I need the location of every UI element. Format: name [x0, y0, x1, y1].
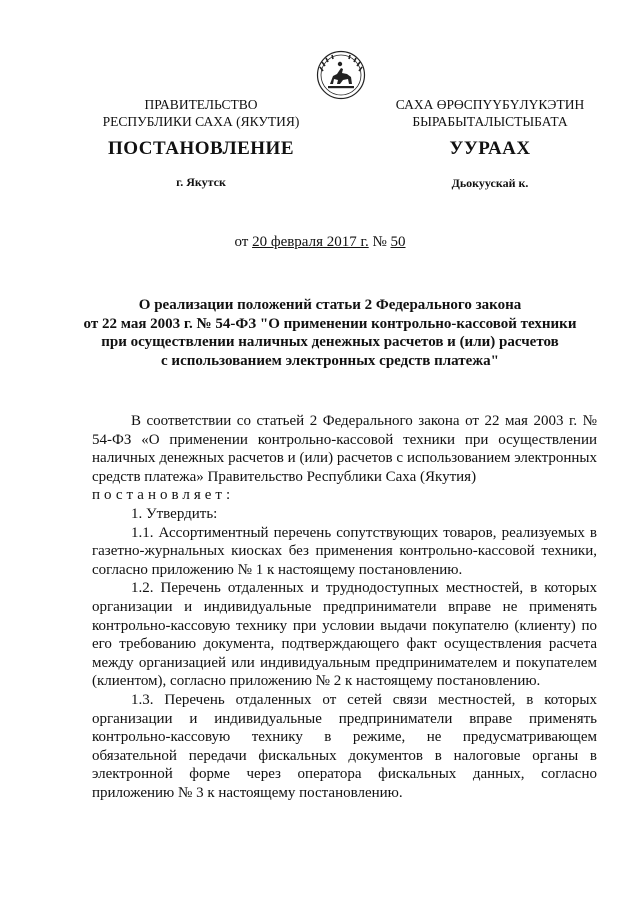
date-number-line: [0, 234, 640, 251]
resolves-word: постановляет:: [92, 487, 235, 504]
document-date: 20 февраля 2017 г.: [252, 234, 369, 250]
document-subject: [80, 296, 580, 370]
item-1-1: 1.1. Ассортиментный перечень сопутствующих товаров, реализуемых в газетно-журнальных киосках без применения контрольно-кассовой техники, согласно приложению № 1 к настоящему постановлению.: [92, 524, 597, 578]
number-sign: №: [372, 234, 387, 250]
date-prefix: от: [234, 234, 249, 250]
city-name-sakha: Дьокуускай к.: [451, 176, 529, 190]
doc-type-title: ПОСТАНОВЛЕНИЕ: [107, 138, 295, 159]
government-name-sakha-line1: САХА ӨРӨСПҮҮБҮЛҮКЭТИН: [395, 97, 585, 112]
coat-of-arms-icon: [316, 50, 366, 100]
subject-line: от 22 мая 2003 г. № 54-ФЗ "О применении контрольно-кассовой техники: [83, 315, 577, 332]
intro-text: В соответствии со статьей 2 Федерального закона от 22 мая 2003 г. № 54-ФЗ «О применении контрольно-кассовой техники при осуществлении наличных денежных расчетов и (или) расчетов с использованием электронных средств платежа» Правительство Республики Саха (Якутия): [92, 413, 597, 485]
item-1-2: 1.2. Перечень отдаленных и труднодоступных местностей, в которых организации и индивидуальные предприниматели вправе не применять контрольно-кассовую технику при условии выдачи покупателю (клиенту) по его требованию документа, подтверждающего факт осуществления расчета между организацией или индивидуальным предпринимателем и покупателем (клиентом), согласно приложению № 2 к настоящему постановлению.: [92, 580, 597, 690]
government-name-sakha: [380, 96, 600, 130]
government-name-sakha-line2: БЫРАБЫТАЛЫСТЫБАТА: [412, 114, 568, 129]
government-name-line1: ПРАВИТЕЛЬСТВО: [144, 97, 258, 112]
subject-line: О реализации положений статьи 2 Федерального закона: [138, 297, 522, 313]
document-body: [92, 412, 597, 802]
doc-type-title-sakha: УУРААХ: [449, 138, 531, 159]
intro-paragraph: [92, 412, 597, 505]
subject-line: при осуществлении наличных денежных расчетов и (или) расчетов: [101, 334, 559, 350]
government-name-line2: РЕСПУБЛИКИ САХА (ЯКУТИЯ): [102, 114, 300, 129]
item-1: 1. Утвердить:: [131, 505, 218, 522]
document-number: 50: [390, 234, 406, 250]
item-1-3: 1.3. Перечень отдаленных от сетей связи местностей, в которых организации и индивидуальные предприниматели вправе применять контрольно-кассовую технику в режиме, не предусматривающем обязательной передачи фискальных документов в налоговые органы в электронной форме через оператора фискальных данных, согласно приложению № 3 к настоящему постановлению.: [92, 691, 597, 801]
subject-line: с использованием электронных средств платежа": [161, 352, 499, 369]
government-name: [96, 96, 306, 130]
city-name: г. Якутск: [176, 175, 226, 189]
